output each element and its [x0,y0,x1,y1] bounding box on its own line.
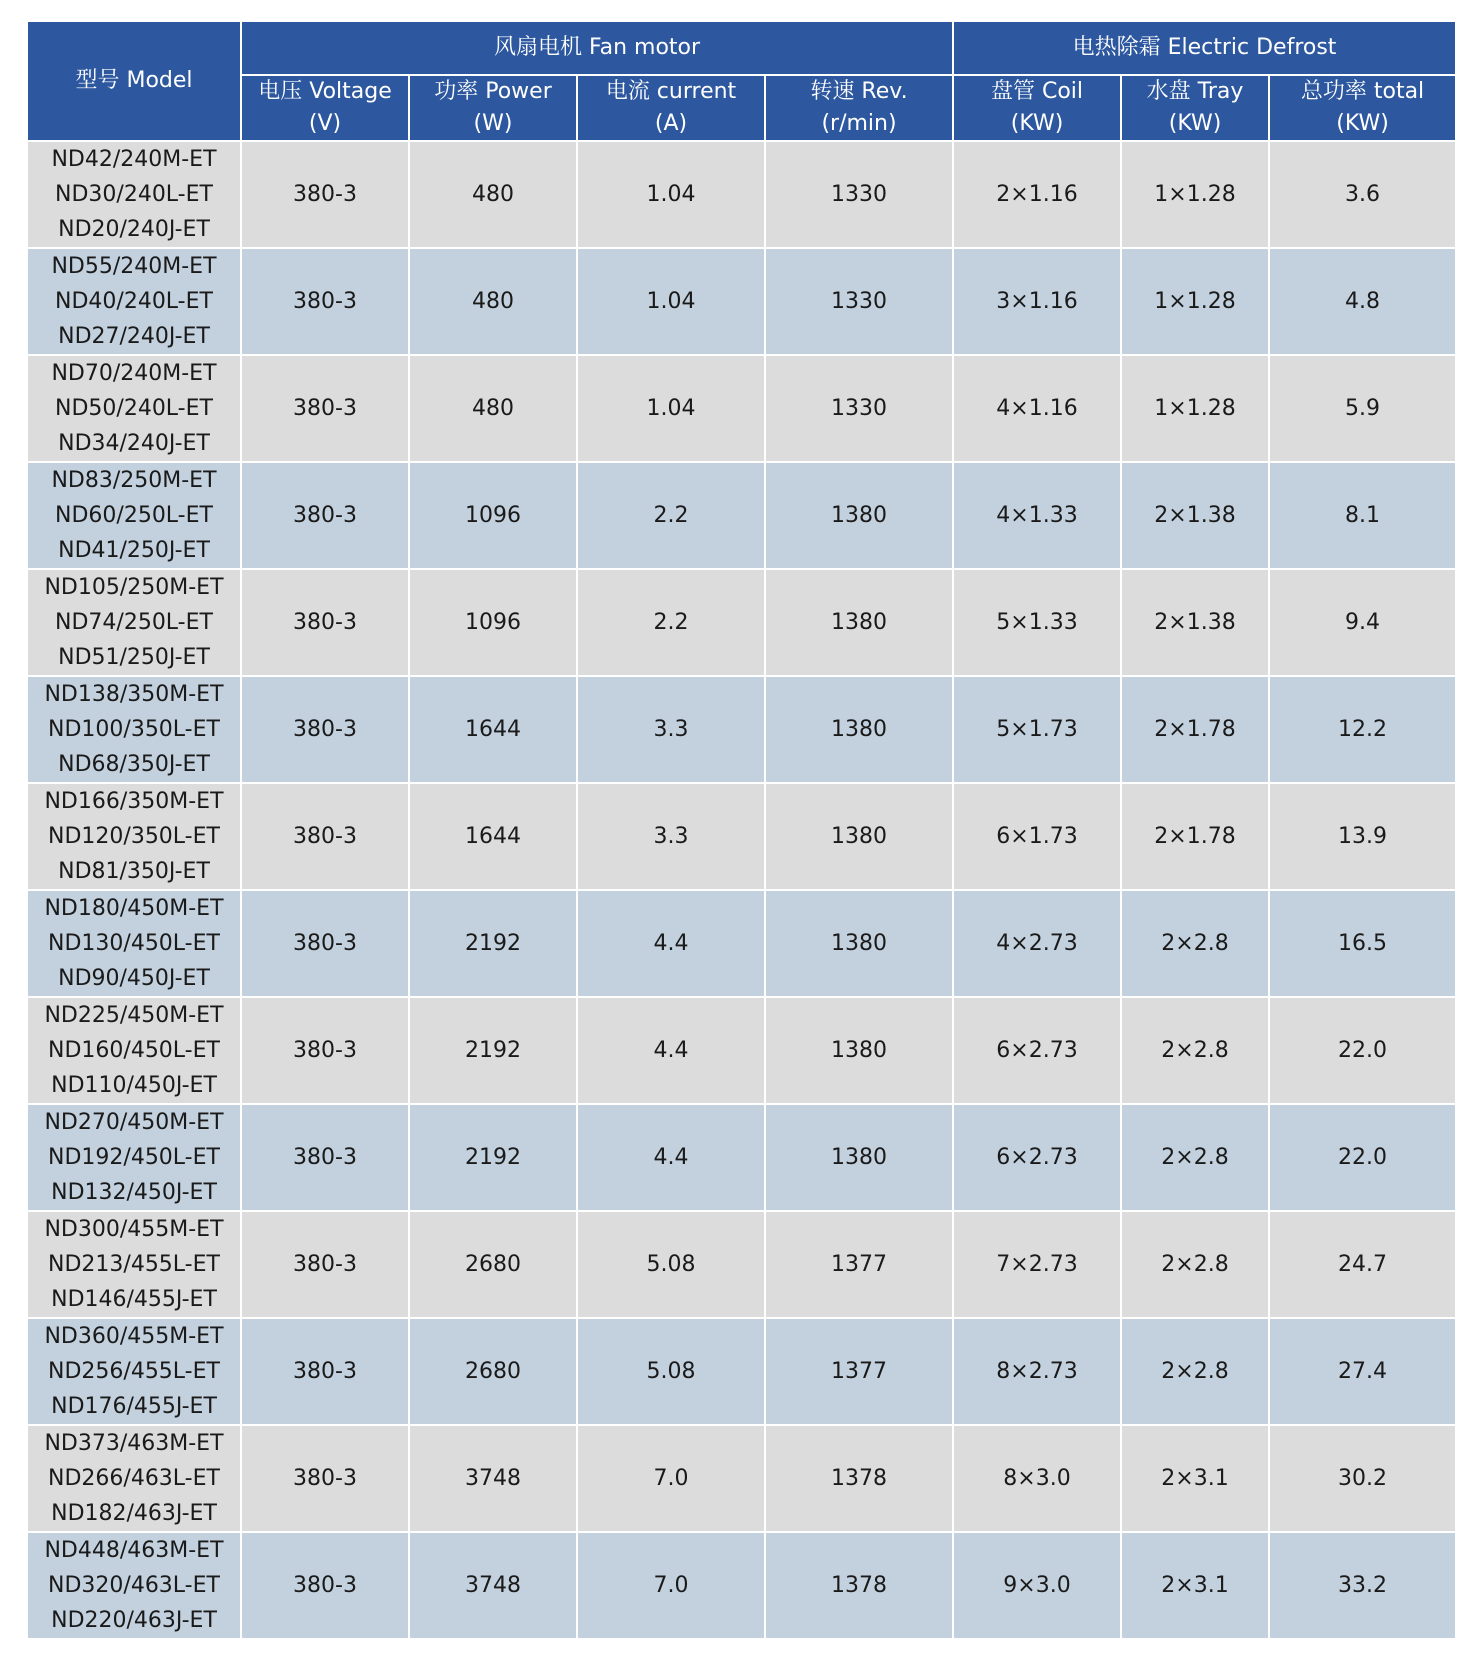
cell-total: 13.9 [1269,783,1456,890]
header-voltage [241,75,409,141]
header-power-label: 功率 Power [434,79,552,104]
model-name: ND81/350J-ET [58,859,210,884]
cell-tray: 2×1.38 [1121,569,1269,676]
cell-voltage: 380-3 [241,783,409,890]
model-name: ND448/463M-ET [44,1538,224,1563]
model-name: ND300/455M-ET [44,1217,224,1242]
cell-model [27,1211,241,1318]
header-model: 型号 Model [27,21,241,141]
model-name: ND270/450M-ET [44,1110,224,1135]
cell-model [27,355,241,462]
table-row [27,355,1456,462]
model-name: ND130/450L-ET [48,931,220,956]
cell-current: 1.04 [577,355,765,462]
cell-rev: 1377 [765,1211,953,1318]
model-name: ND360/455M-ET [44,1324,224,1349]
header-tray [1121,75,1269,141]
header-current-unit: (A) [654,111,688,136]
cell-coil: 3×1.16 [953,248,1121,355]
spec-table-container [26,20,1455,1640]
cell-total: 9.4 [1269,569,1456,676]
cell-tray: 1×1.28 [1121,141,1269,248]
model-name: ND110/450J-ET [51,1073,217,1098]
cell-coil: 2×1.16 [953,141,1121,248]
header-row-columns [27,75,1456,141]
model-name: ND138/350M-ET [44,682,224,707]
cell-rev: 1330 [765,141,953,248]
cell-model [27,462,241,569]
cell-rev: 1380 [765,676,953,783]
cell-rev: 1380 [765,783,953,890]
model-name: ND41/250J-ET [58,538,210,563]
header-coil [953,75,1121,141]
cell-current: 4.4 [577,997,765,1104]
cell-voltage: 380-3 [241,462,409,569]
cell-rev: 1380 [765,890,953,997]
cell-power: 480 [409,248,577,355]
cell-model [27,248,241,355]
cell-total: 4.8 [1269,248,1456,355]
cell-rev: 1380 [765,462,953,569]
cell-total: 22.0 [1269,1104,1456,1211]
cell-voltage: 380-3 [241,569,409,676]
header-coil-unit: (KW) [1010,111,1064,136]
header-power-unit: (W) [473,111,513,136]
cell-tray: 2×3.1 [1121,1532,1269,1639]
model-name: ND60/250L-ET [55,503,213,528]
cell-current: 7.0 [577,1425,765,1532]
cell-model [27,1425,241,1532]
cell-voltage: 380-3 [241,1104,409,1211]
cell-power: 2192 [409,890,577,997]
header-current [577,75,765,141]
header-fan-motor: 风扇电机 Fan motor [241,21,953,75]
table-row [27,462,1456,569]
cell-voltage: 380-3 [241,141,409,248]
cell-power: 3748 [409,1532,577,1639]
cell-coil: 6×1.73 [953,783,1121,890]
spec-table [26,20,1457,1640]
header-tray-unit: (KW) [1168,111,1222,136]
cell-tray: 2×2.8 [1121,997,1269,1104]
cell-coil: 8×2.73 [953,1318,1121,1425]
header-rev [765,75,953,141]
cell-current: 4.4 [577,890,765,997]
cell-tray: 2×2.8 [1121,1211,1269,1318]
table-row [27,1211,1456,1318]
table-row [27,676,1456,783]
cell-voltage: 380-3 [241,1532,409,1639]
header-electric-defrost: 电热除霜 Electric Defrost [953,21,1456,75]
cell-model [27,569,241,676]
header-power [409,75,577,141]
model-name: ND68/350J-ET [58,752,210,777]
cell-power: 2680 [409,1318,577,1425]
table-body [27,141,1456,1639]
cell-total: 5.9 [1269,355,1456,462]
cell-current: 2.2 [577,569,765,676]
cell-rev: 1330 [765,248,953,355]
cell-rev: 1380 [765,569,953,676]
cell-coil: 6×2.73 [953,997,1121,1104]
cell-model [27,997,241,1104]
table-row [27,248,1456,355]
cell-current: 1.04 [577,248,765,355]
model-name: ND166/350M-ET [44,789,224,814]
cell-current: 3.3 [577,676,765,783]
model-name: ND83/250M-ET [51,468,217,493]
cell-total: 24.7 [1269,1211,1456,1318]
cell-power: 3748 [409,1425,577,1532]
model-name: ND40/240L-ET [55,289,213,314]
table-row [27,997,1456,1104]
cell-tray: 2×2.8 [1121,1318,1269,1425]
cell-rev: 1380 [765,997,953,1104]
cell-tray: 2×1.78 [1121,783,1269,890]
cell-total: 3.6 [1269,141,1456,248]
cell-coil: 6×2.73 [953,1104,1121,1211]
cell-tray: 2×2.8 [1121,890,1269,997]
model-name: ND70/240M-ET [51,361,217,386]
cell-model [27,141,241,248]
cell-rev: 1378 [765,1425,953,1532]
table-row [27,1532,1456,1639]
model-name: ND256/455L-ET [48,1359,220,1384]
cell-tray: 2×1.38 [1121,462,1269,569]
model-name: ND180/450M-ET [44,896,224,921]
cell-power: 1096 [409,462,577,569]
cell-voltage: 380-3 [241,1211,409,1318]
cell-model [27,1104,241,1211]
cell-total: 27.4 [1269,1318,1456,1425]
cell-coil: 4×2.73 [953,890,1121,997]
cell-model [27,1532,241,1639]
header-current-label: 电流 current [605,79,737,104]
cell-power: 1644 [409,676,577,783]
cell-power: 2192 [409,997,577,1104]
cell-coil: 5×1.73 [953,676,1121,783]
cell-coil: 8×3.0 [953,1425,1121,1532]
model-name: ND51/250J-ET [58,645,210,670]
cell-coil: 4×1.16 [953,355,1121,462]
model-name: ND132/450J-ET [51,1180,217,1205]
model-name: ND146/455J-ET [51,1287,217,1312]
model-name: ND266/463L-ET [48,1466,220,1491]
header-row-group [27,21,1456,75]
header-total-label: 总功率 total [1300,79,1425,104]
table-row [27,783,1456,890]
cell-model [27,890,241,997]
cell-coil: 9×3.0 [953,1532,1121,1639]
model-name: ND27/240J-ET [58,324,210,349]
model-name: ND320/463L-ET [48,1573,220,1598]
cell-total: 12.2 [1269,676,1456,783]
model-name: ND220/463J-ET [51,1608,217,1633]
table-row [27,1104,1456,1211]
cell-current: 7.0 [577,1532,765,1639]
table-row [27,1425,1456,1532]
model-name: ND74/250L-ET [55,610,213,635]
cell-tray: 1×1.28 [1121,355,1269,462]
cell-total: 30.2 [1269,1425,1456,1532]
model-name: ND100/350L-ET [48,717,220,742]
cell-power: 480 [409,141,577,248]
table-row [27,141,1456,248]
model-name: ND160/450L-ET [48,1038,220,1063]
cell-power: 480 [409,355,577,462]
header-total-unit: (KW) [1336,111,1389,136]
cell-model [27,1318,241,1425]
cell-coil: 5×1.33 [953,569,1121,676]
model-name: ND182/463J-ET [51,1501,217,1526]
cell-power: 1644 [409,783,577,890]
table-row [27,1318,1456,1425]
cell-rev: 1377 [765,1318,953,1425]
table-header [27,21,1456,141]
model-name: ND192/450L-ET [48,1145,220,1170]
cell-tray: 2×2.8 [1121,1104,1269,1211]
header-coil-label: 盘管 Coil [990,79,1084,104]
header-voltage-label: 电压 Voltage [258,79,392,104]
model-name: ND105/250M-ET [44,575,224,600]
cell-power: 2680 [409,1211,577,1318]
model-name: ND50/240L-ET [55,396,213,421]
cell-current: 3.3 [577,783,765,890]
cell-current: 2.2 [577,462,765,569]
header-voltage-unit: (V) [308,111,342,136]
model-name: ND373/463M-ET [44,1431,224,1456]
model-name: ND90/450J-ET [58,966,210,991]
cell-voltage: 380-3 [241,890,409,997]
cell-current: 4.4 [577,1104,765,1211]
header-tray-label: 水盘 Tray [1146,79,1244,104]
cell-rev: 1330 [765,355,953,462]
cell-rev: 1380 [765,1104,953,1211]
header-rev-label: 转速 Rev. [810,79,908,104]
cell-model [27,676,241,783]
cell-tray: 2×3.1 [1121,1425,1269,1532]
table-row [27,890,1456,997]
cell-tray: 2×1.78 [1121,676,1269,783]
cell-coil: 7×2.73 [953,1211,1121,1318]
cell-tray: 1×1.28 [1121,248,1269,355]
cell-total: 16.5 [1269,890,1456,997]
cell-total: 8.1 [1269,462,1456,569]
cell-voltage: 380-3 [241,1318,409,1425]
cell-power: 1096 [409,569,577,676]
model-name: ND55/240M-ET [51,254,217,279]
cell-current: 5.08 [577,1211,765,1318]
table-row [27,569,1456,676]
cell-voltage: 380-3 [241,676,409,783]
cell-voltage: 380-3 [241,1425,409,1532]
cell-total: 22.0 [1269,997,1456,1104]
cell-power: 2192 [409,1104,577,1211]
cell-voltage: 380-3 [241,997,409,1104]
model-name: ND120/350L-ET [48,824,220,849]
cell-model [27,783,241,890]
model-name: ND176/455J-ET [51,1394,217,1419]
header-total [1269,75,1456,141]
cell-current: 5.08 [577,1318,765,1425]
header-rev-unit: (r/min) [821,111,897,136]
model-name: ND20/240J-ET [58,217,210,242]
cell-coil: 4×1.33 [953,462,1121,569]
cell-voltage: 380-3 [241,355,409,462]
model-name: ND42/240M-ET [51,147,217,172]
model-name: ND225/450M-ET [44,1003,224,1028]
model-name: ND30/240L-ET [55,182,213,207]
cell-voltage: 380-3 [241,248,409,355]
model-name: ND213/455L-ET [48,1252,220,1277]
cell-total: 33.2 [1269,1532,1456,1639]
cell-current: 1.04 [577,141,765,248]
model-name: ND34/240J-ET [58,431,210,456]
cell-rev: 1378 [765,1532,953,1639]
